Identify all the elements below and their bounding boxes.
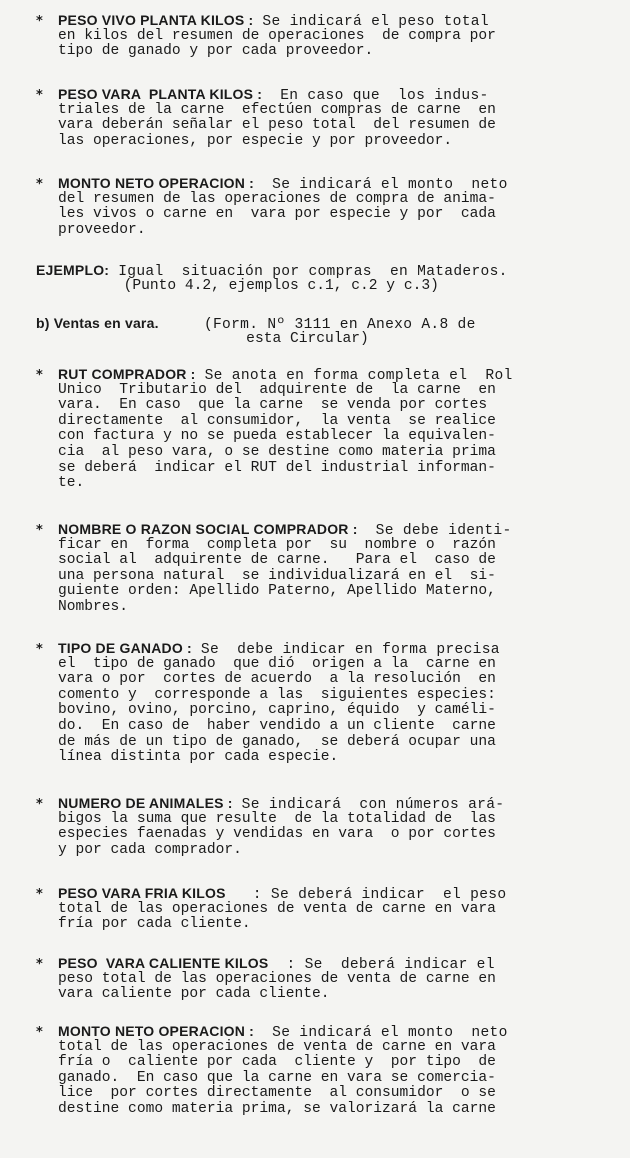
term-label: TIPO DE GANADO : — [58, 640, 192, 656]
example-label: EJEMPLO: — [36, 262, 110, 278]
text-line: Nombres. — [58, 598, 129, 615]
bullet-marker: * — [36, 957, 43, 972]
paragraph — [58, 641, 618, 766]
bullet-marker: * — [36, 1025, 43, 1040]
paragraph — [58, 886, 618, 933]
text-line: Se debe identi- — [357, 523, 512, 539]
text-line: fría por cada cliente. — [58, 916, 251, 933]
paragraph — [58, 522, 618, 616]
text-line: especies faenadas y vendidas en vara o por cortes — [58, 826, 496, 843]
section-title: b) Ventas en vara. — [36, 315, 159, 331]
text-line: se deberá indicar el RUT del industrial informan- — [58, 459, 496, 476]
text-line: vara o por cortes de acuerdo a la resolución en — [58, 671, 496, 688]
text-line: ficar en forma completa por su nombre o razón — [58, 536, 496, 553]
text-line: directamente al consumidor, la venta se realice — [58, 412, 496, 429]
text-line: te. — [58, 475, 85, 492]
text-line: ganado. En caso que la carne en vara se comercia- — [58, 1069, 496, 1086]
text-line: peso total de las operaciones de venta de carne en — [58, 970, 496, 987]
text-line: : Se deberá indicar el — [268, 957, 495, 973]
paragraph — [58, 13, 618, 60]
term-label: PESO VIVO PLANTA KILOS : — [58, 12, 254, 28]
text-line: social al adquirente de carne. Para el caso de — [58, 552, 496, 569]
text-line: Unico Tributario del adquirente de la carne en — [58, 381, 496, 398]
paragraph — [58, 176, 618, 238]
text-line: esta Circular) — [36, 330, 369, 347]
text-line: Se indicará el peso total — [253, 14, 489, 30]
bullet-marker: * — [36, 14, 43, 29]
entry-monto-neto-venta — [0, 1024, 630, 1118]
text-line: vara. En caso que la carne se venda por cortes — [58, 397, 488, 414]
paragraph — [58, 87, 618, 149]
paragraph — [58, 796, 618, 858]
text-line: fría o caliente por cada cliente y por tipo de — [58, 1054, 496, 1071]
text-line: de más de un tipo de ganado, se deberá ocupar una — [58, 733, 496, 750]
term-label: NUMERO DE ANIMALES : — [58, 795, 233, 811]
text-line: vara deberán señalar el peso total del resumen de — [58, 117, 496, 134]
text-line: comento y corresponde a las siguientes especies: — [58, 686, 496, 703]
text-line: do. En caso de haber vendido a un cliente carne — [58, 717, 496, 734]
text-line: (Punto 4.2, ejemplos c.1, c.2 y c.3) — [36, 277, 439, 294]
text-line: con factura y no se pueda establecer la equivalen- — [58, 428, 496, 445]
entry-peso-vivo-planta — [0, 13, 630, 60]
text-line: lice por cortes directamente al consumidor o se — [58, 1085, 496, 1102]
entry-nombre-comprador — [0, 522, 630, 616]
bullet-marker: * — [36, 797, 43, 812]
entry-peso-vara-planta — [0, 87, 630, 149]
text-line: vara caliente por cada cliente. — [58, 986, 330, 1003]
text-line: (Form. Nº 3111 en Anexo A.8 de — [158, 317, 476, 333]
text-line: del resumen de las operaciones de compra de anima- — [58, 190, 496, 207]
bullet-marker: * — [36, 177, 43, 192]
entry-ejemplo — [0, 263, 630, 294]
text-line: total de las operaciones de venta de carne en vara — [58, 1038, 496, 1055]
text-line: y por cada comprador. — [58, 841, 242, 858]
text-line: línea distinta por cada especie. — [58, 749, 339, 766]
text-line: las operaciones, por especie y por proveedor. — [58, 132, 453, 149]
bullet-marker: * — [36, 642, 43, 657]
paragraph — [36, 263, 630, 294]
bullet-marker: * — [36, 368, 43, 383]
text-line: : Se deberá indicar el peso — [225, 887, 507, 903]
text-line: Se debe indicar en forma precisa — [191, 642, 500, 658]
paragraph — [58, 956, 618, 1003]
text-line: destine como materia prima, se valorizará la carne — [58, 1100, 496, 1117]
text-line: cia al peso vara, o se destine como materia prima — [58, 443, 496, 460]
text-line: proveedor. — [58, 221, 146, 238]
paragraph — [58, 1024, 618, 1118]
term-label: PESO VARA FRIA KILOS — [58, 885, 226, 901]
text-line: bovino, ovino, porcino, caprino, équido y caméli- — [58, 702, 496, 719]
text-line: Se anota en forma completa el Rol — [195, 368, 513, 384]
text-line: En caso que los indus- — [262, 88, 489, 104]
text-line: Se indicará el monto neto — [254, 177, 508, 193]
text-line: el tipo de ganado que dió origen a la carne en — [58, 655, 496, 672]
bullet-marker: * — [36, 88, 43, 103]
paragraph — [58, 367, 618, 492]
text-line: Se indicará el monto neto — [254, 1025, 508, 1041]
bullet-marker: * — [36, 887, 43, 902]
entry-tipo-ganado — [0, 641, 630, 766]
paragraph — [36, 316, 630, 347]
text-line: Se indicará con números ará- — [232, 797, 505, 813]
term-label: PESO VARA CALIENTE KILOS — [58, 955, 269, 971]
entry-monto-neto-compra — [0, 176, 630, 238]
term-label: NOMBRE O RAZON SOCIAL COMPRADOR : — [58, 521, 358, 537]
text-line: en kilos del resumen de operaciones de compra por — [58, 27, 496, 44]
term-label: RUT COMPRADOR : — [58, 366, 196, 382]
text-line: les vivos o carne en vara por especie y por cada — [58, 206, 496, 223]
text-line: bigos la suma que resulte de la totalidad de las — [58, 810, 496, 827]
text-line: guiente orden: Apellido Paterno, Apellido Materno, — [58, 583, 496, 600]
term-label: MONTO NETO OPERACION : — [58, 1023, 255, 1039]
entry-rut-comprador — [0, 367, 630, 492]
text-line: triales de la carne efectúen compras de carne en — [58, 101, 496, 118]
term-label: PESO VARA PLANTA KILOS : — [58, 86, 263, 102]
text-line: una persona natural se individualizará en el si- — [58, 567, 496, 584]
term-label: MONTO NETO OPERACION : — [58, 175, 255, 191]
text-line: Igual situación por compras en Mataderos. — [109, 264, 508, 280]
entry-peso-vara-caliente — [0, 956, 630, 1003]
entry-numero-animales — [0, 796, 630, 858]
section-heading-ventas — [0, 316, 630, 347]
bullet-marker: * — [36, 523, 43, 538]
entry-peso-vara-fria — [0, 886, 630, 933]
text-line: tipo de ganado y por cada proveedor. — [58, 43, 374, 60]
text-line: total de las operaciones de venta de carne en vara — [58, 900, 496, 917]
